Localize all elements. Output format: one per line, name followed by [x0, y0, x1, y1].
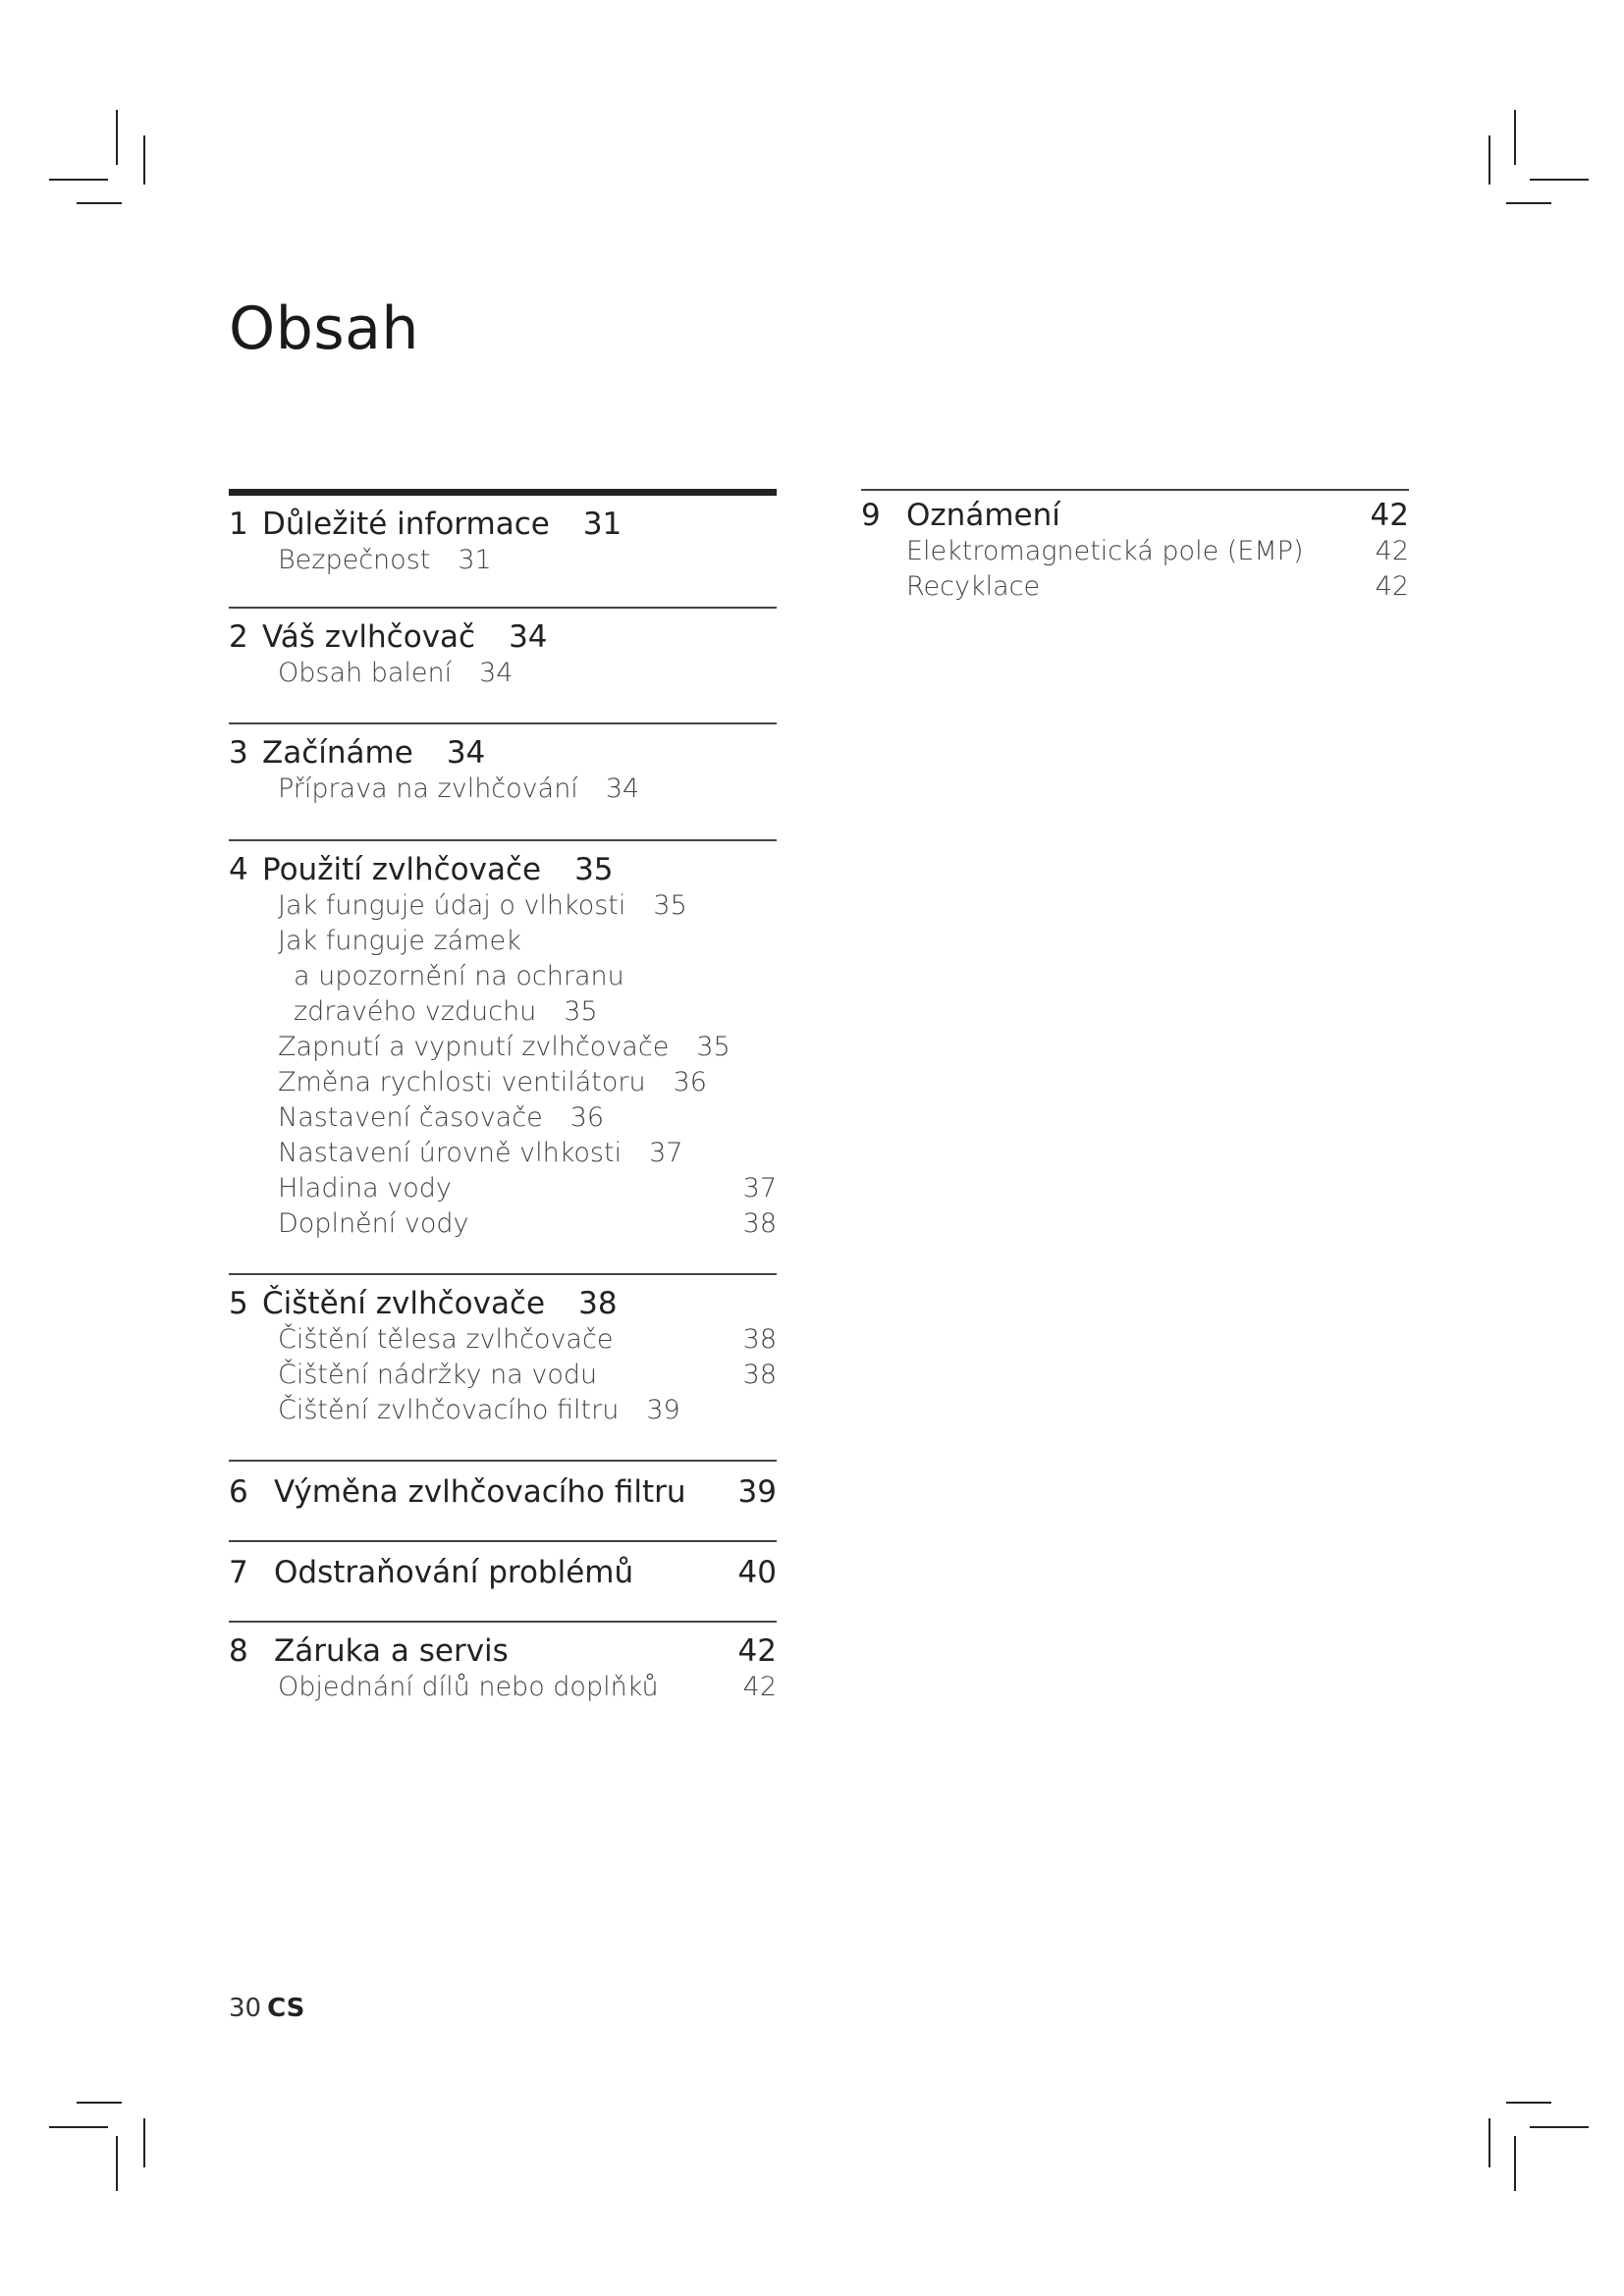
toc-section-2	[229, 607, 777, 722]
crop-mark	[77, 202, 122, 204]
toc-page-number: 42	[1370, 498, 1409, 533]
crop-mark	[49, 2126, 108, 2128]
toc-page-number: 38	[578, 1286, 618, 1321]
toc-section-title: Váš zvlhčovač	[262, 619, 476, 655]
toc-page-number: 36	[673, 1067, 707, 1097]
toc-section-heading[interactable]: 6 Výměna zvlhčovacího filtru 39	[229, 1474, 777, 1510]
toc-page-number: 37	[742, 1173, 777, 1203]
toc-entry[interactable]: Hladina vody 37	[278, 1171, 777, 1206]
toc-section-8	[229, 1621, 777, 1721]
toc-entry[interactable]: Nastavení úrovně vlhkosti 37	[278, 1136, 777, 1171]
page-footer	[229, 1994, 304, 2023]
crop-mark	[1506, 202, 1551, 204]
toc-entry[interactable]: Příprava na zvlhčování 34	[278, 772, 777, 807]
toc-entry[interactable]: Elektromagnetická pole (EMP) 42	[906, 534, 1409, 569]
toc-page-number: 38	[742, 1360, 777, 1390]
crop-mark	[1489, 2118, 1490, 2167]
toc-entry[interactable]: Čištění tělesa zvlhčovače 38	[278, 1322, 777, 1358]
toc-entry[interactable]: Objednání dílů nebo doplňků 42	[278, 1670, 777, 1705]
toc-page-number: 37	[649, 1138, 683, 1168]
crop-mark	[49, 179, 108, 181]
toc-page-number: 34	[446, 735, 486, 771]
toc-page-number: 34	[605, 774, 640, 804]
toc-page-number: 38	[742, 1324, 777, 1355]
toc-section-1	[229, 489, 777, 607]
crop-mark	[1530, 179, 1589, 181]
toc-page-number: 42	[1375, 571, 1409, 602]
toc-right-column	[861, 489, 1409, 609]
toc-section-title: Čištění zvlhčovače	[262, 1286, 546, 1321]
toc-page-number: 35	[696, 1032, 731, 1062]
toc-section-9	[861, 489, 1409, 609]
toc-section-3	[229, 722, 777, 839]
toc-entry[interactable]: Doplnění vody 38	[278, 1206, 777, 1242]
toc-section-title: Výměna zvlhčovacího filtru	[274, 1474, 686, 1510]
crop-mark	[1514, 110, 1516, 165]
toc-entry[interactable]: Změna rychlosti ventilátoru 36	[278, 1065, 777, 1100]
toc-section-title: Začínáme	[262, 735, 413, 771]
toc-section-heading[interactable]: 3 Začínáme 34	[229, 735, 486, 771]
toc-page-number: 31	[458, 545, 492, 575]
toc-entry[interactable]: Jak funguje zámek	[278, 926, 521, 956]
toc-section-title: Důležité informace	[262, 507, 550, 542]
toc-section-title: Oznámení	[906, 498, 1060, 533]
toc-page-number: 38	[742, 1208, 777, 1239]
toc-section-heading[interactable]: 7 Odstraňování problémů 40	[229, 1555, 777, 1590]
footer-page-number: 30	[229, 1994, 262, 2023]
toc-page-number: 42	[742, 1672, 777, 1702]
toc-page-number: 34	[479, 658, 514, 688]
toc-section-4	[229, 839, 777, 1273]
toc-section-heading[interactable]: 9 Oznámení 42	[861, 498, 1409, 533]
crop-mark	[1506, 2102, 1551, 2104]
crop-mark	[77, 2102, 122, 2104]
toc-page-number: 35	[564, 996, 598, 1027]
toc-page-number: 39	[646, 1395, 680, 1425]
crop-mark	[143, 135, 145, 185]
toc-section-5	[229, 1273, 777, 1460]
crop-mark	[116, 2136, 118, 2191]
toc-section-heading[interactable]: 4 Použití zvlhčovače 35	[229, 852, 614, 887]
toc-section-heading[interactable]: 1 Důležité informace 31	[229, 507, 623, 542]
toc-section-title: Záruka a servis	[274, 1633, 509, 1669]
crop-mark	[116, 110, 118, 165]
toc-section-7	[229, 1540, 777, 1621]
crop-mark	[1530, 2126, 1589, 2128]
footer-language-code: CS	[267, 1994, 305, 2023]
toc-page-number: 35	[653, 890, 687, 921]
toc-entry[interactable]: Nastavení časovače 36	[278, 1100, 777, 1136]
toc-section-title: Odstraňování problémů	[274, 1555, 634, 1590]
toc-entry-continuation[interactable]: a upozornění na ochranu	[294, 961, 624, 991]
toc-entry[interactable]: Recyklace 42	[906, 569, 1409, 605]
crop-mark	[1489, 135, 1490, 185]
toc-entry[interactable]: Bezpečnost 31	[278, 543, 777, 578]
toc-entry[interactable]: Čištění zvlhčovacího filtru 39	[278, 1393, 777, 1428]
toc-page-number: 35	[574, 852, 614, 887]
toc-page-number: 36	[569, 1102, 605, 1133]
toc-section-title: Použití zvlhčovače	[262, 852, 542, 887]
crop-mark	[143, 2118, 145, 2167]
toc-entry-continuation[interactable]: zdravého vzduchu 35	[278, 994, 777, 1030]
toc-page-number: 39	[737, 1474, 777, 1510]
toc-page-number: 34	[509, 619, 548, 655]
toc-page-number: 42	[1375, 536, 1409, 566]
toc-entry[interactable]: Obsah balení 34	[278, 656, 777, 691]
toc-section-6	[229, 1460, 777, 1540]
toc-left-column	[229, 489, 777, 1721]
toc-entry[interactable]: Čištění nádržky na vodu 38	[278, 1358, 777, 1393]
toc-section-heading[interactable]: 2 Váš zvlhčovač 34	[229, 619, 548, 655]
toc-page-number: 42	[737, 1633, 777, 1669]
toc-section-heading[interactable]: 8 Záruka a servis 42	[229, 1633, 777, 1669]
toc-page-number: 40	[737, 1555, 777, 1590]
toc-entry[interactable]: Zapnutí a vypnutí zvlhčovače 35	[278, 1030, 777, 1065]
toc-page-number: 31	[582, 507, 623, 542]
toc-entry[interactable]: Jak funguje údaj o vlhkosti 35	[278, 888, 777, 924]
page-title: Obsah	[229, 294, 419, 363]
toc-section-heading[interactable]: 5 Čištění zvlhčovače 38	[229, 1286, 618, 1321]
crop-mark	[1514, 2136, 1516, 2191]
